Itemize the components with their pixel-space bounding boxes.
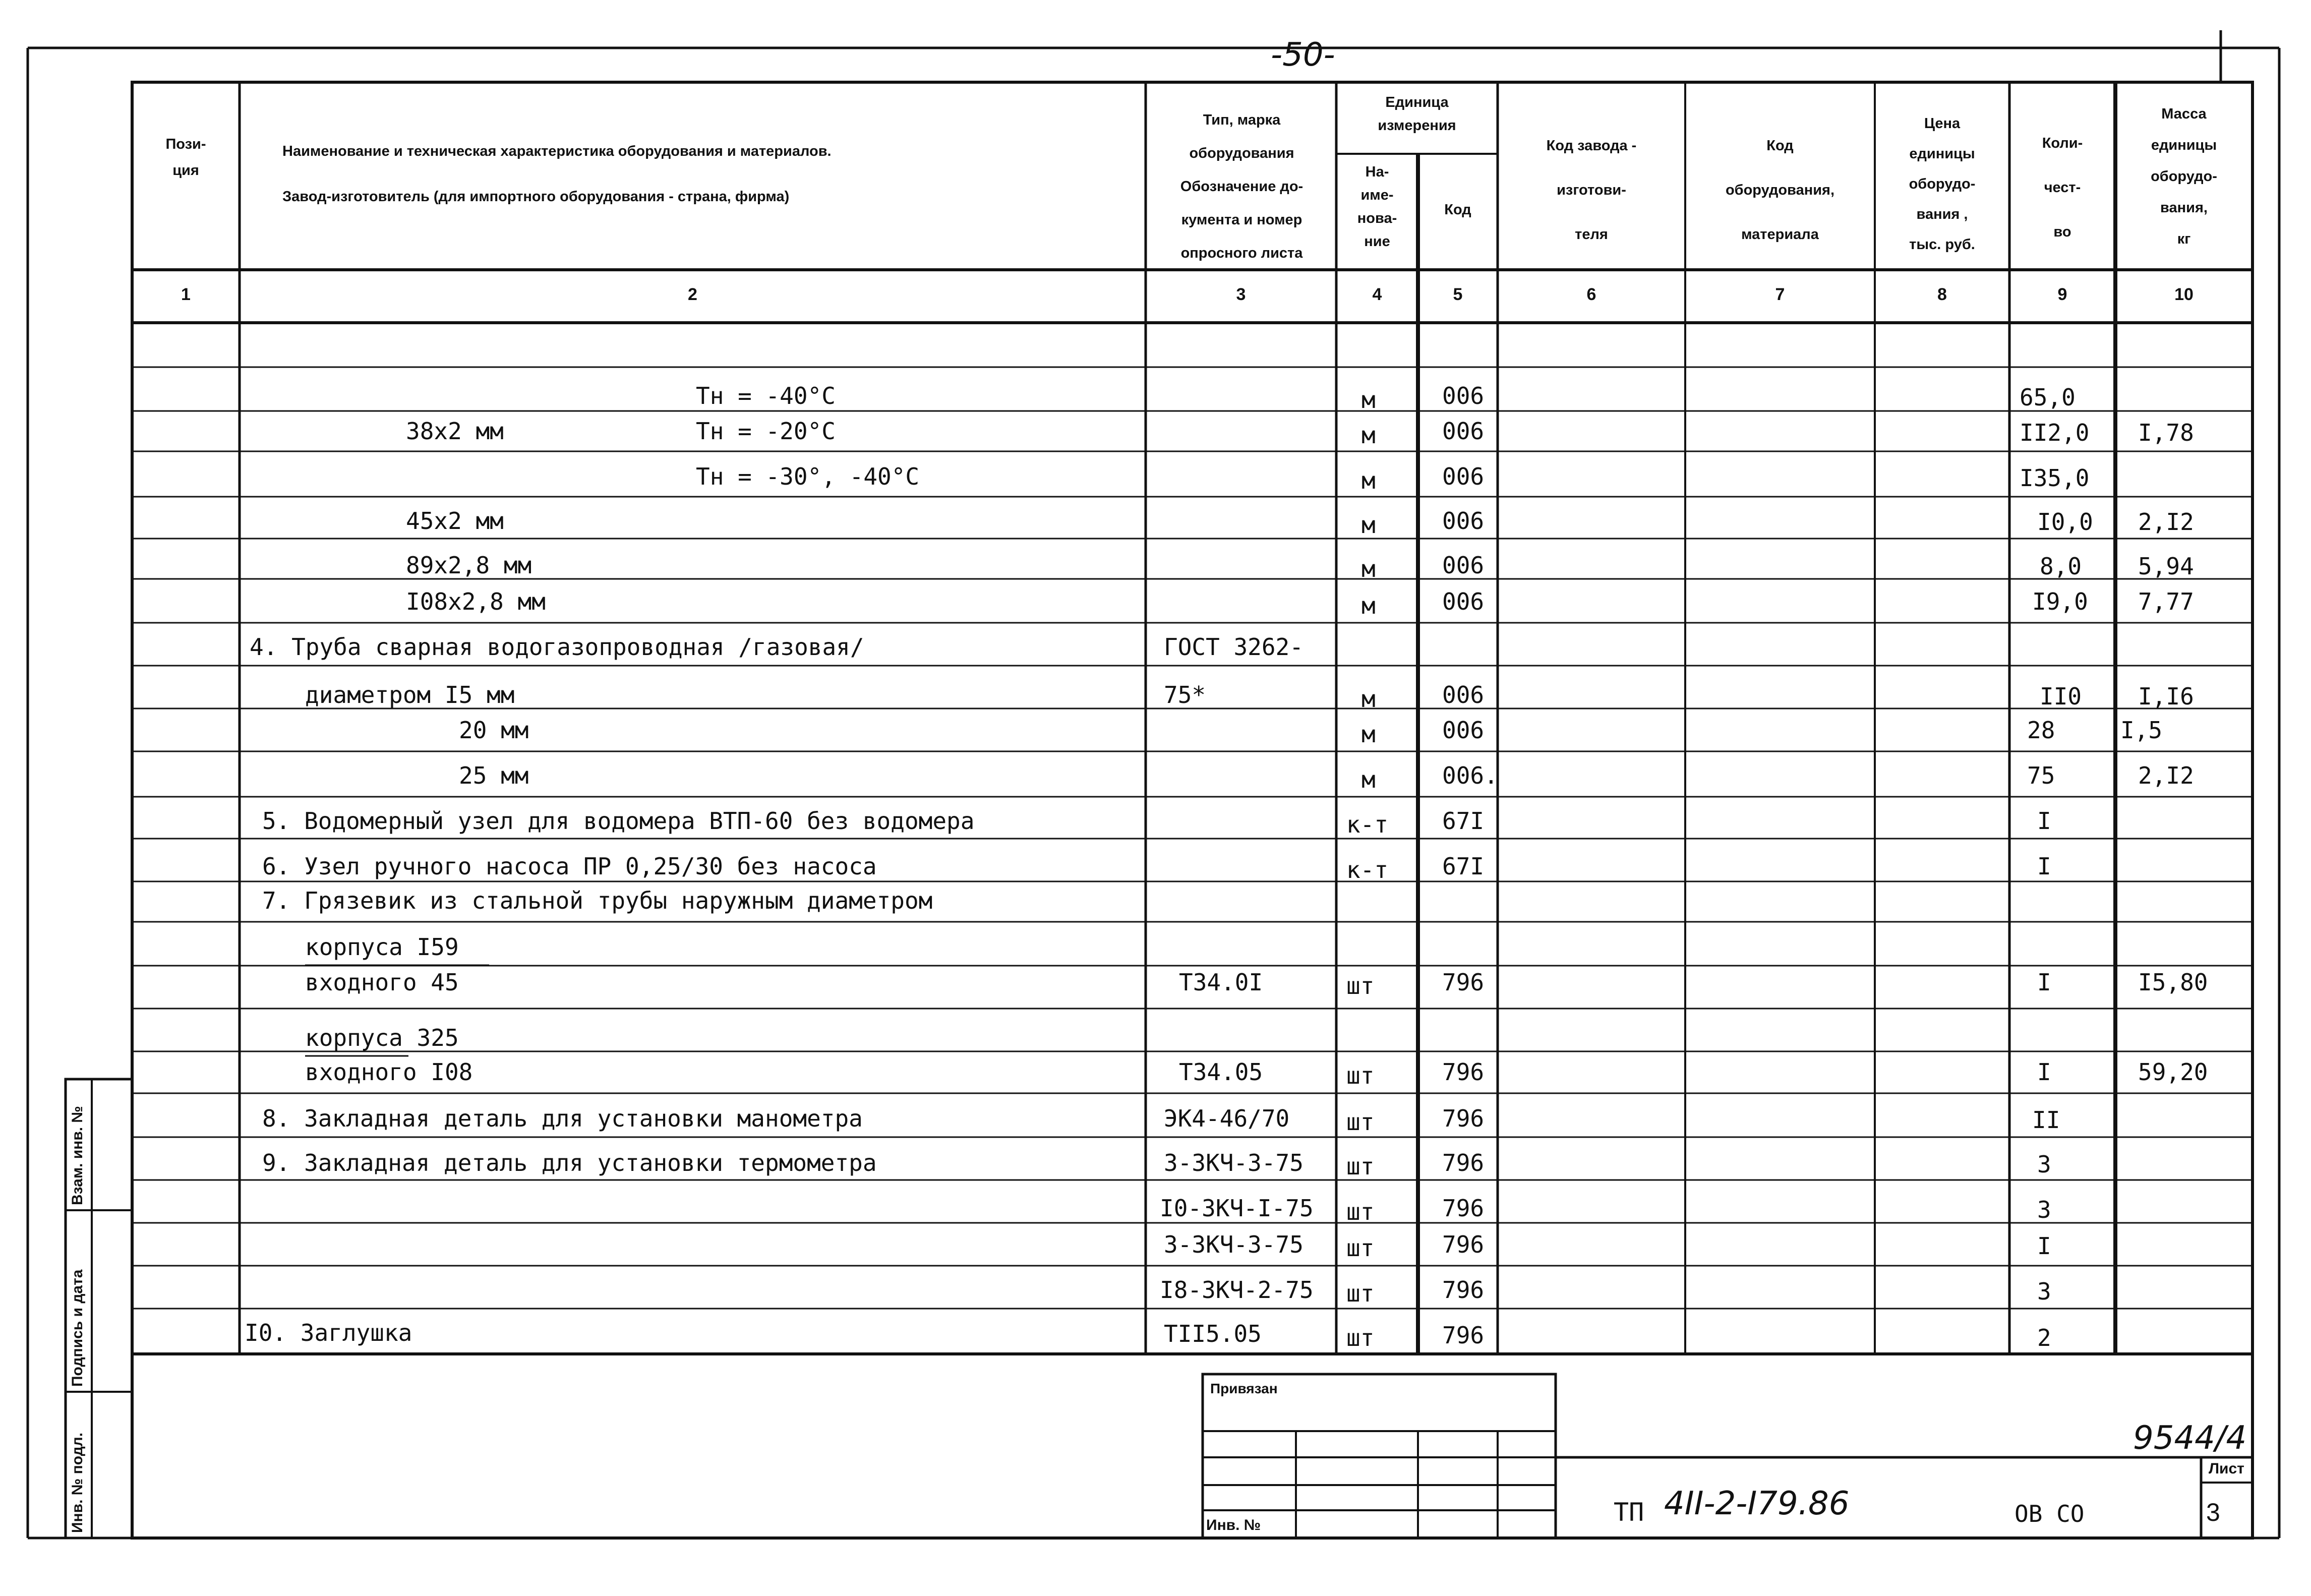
column-number: 3 xyxy=(1236,285,1246,304)
unit-name: шт xyxy=(1346,1280,1375,1307)
quantity: I xyxy=(2037,969,2051,996)
item-name: 6. Узел ручного насоса ПР 0,25/30 без насоса xyxy=(262,853,877,880)
header-position: Пози- ция xyxy=(165,136,206,179)
type-mark: ЭК4-46/70 xyxy=(1164,1105,1290,1132)
side-label-inv-podl: Инв. № подл. xyxy=(69,1432,86,1533)
item-name: 89х2,8 мм xyxy=(406,552,532,579)
mass: 7,77 xyxy=(2138,588,2194,615)
type-mark: I8-3КЧ-2-75 xyxy=(1160,1276,1314,1304)
quantity: I xyxy=(2037,1058,2051,1086)
item-name: 9. Закладная деталь для установки термометра xyxy=(262,1149,877,1176)
header-mass: Масса единицы оборудо- вания, кг xyxy=(2151,106,2217,247)
header-type: Тип, марка оборудования Обозначение до- кумента и номер опросного листа xyxy=(1180,112,1303,261)
tp-prefix: ТП xyxy=(1614,1498,1644,1527)
unit-code: 796 xyxy=(1442,1195,1485,1222)
unit-name: м xyxy=(1361,721,1376,748)
quantity: I0,0 xyxy=(2037,508,2093,536)
header-name: Наименование и техническая характеристика оборудования и материалов. Завод-изготовитель (для импортного оборудования - страна, фирма) xyxy=(282,143,832,205)
unit-name: шт xyxy=(1346,1324,1375,1351)
type-mark: 75* xyxy=(1164,681,1206,708)
item-name: I08х2,8 мм xyxy=(406,588,546,615)
quantity: 2 xyxy=(2037,1324,2051,1351)
header-unit-name: На- име- нова- ние xyxy=(1357,164,1397,250)
item-name: 45х2 мм xyxy=(406,507,504,535)
unit-name: шт xyxy=(1346,1234,1375,1262)
unit-name: шт xyxy=(1346,1108,1375,1136)
quantity: I9,0 xyxy=(2032,588,2088,615)
inv-number-label: Инв. № xyxy=(1206,1517,1261,1533)
page-number: -50- xyxy=(1271,36,1335,74)
item-name: корпуса I59 xyxy=(305,933,459,961)
unit-code: 006 xyxy=(1442,382,1485,409)
header-unit-code: Код xyxy=(1444,202,1471,218)
column-number: 2 xyxy=(688,285,697,304)
unit-code: 006 xyxy=(1442,463,1485,490)
document-suffix: ОВ СО xyxy=(2014,1500,2085,1527)
unit-name: шт xyxy=(1346,1062,1375,1089)
unit-code: 796 xyxy=(1442,1058,1485,1086)
unit-code: 006 xyxy=(1442,681,1485,708)
header-price: Цена единицы оборудо- вания , тыс. руб. xyxy=(1909,115,1976,253)
mass: I,5 xyxy=(2120,717,2163,744)
item-name: 8. Закладная деталь для установки манометра xyxy=(262,1105,863,1132)
column-number: 9 xyxy=(2057,285,2067,304)
unit-code: 006 xyxy=(1442,717,1485,744)
unit-code: 796 xyxy=(1442,1105,1485,1132)
sheet-number: 3 xyxy=(2206,1498,2220,1526)
quantity: I35,0 xyxy=(2020,464,2090,492)
unit-code: 796 xyxy=(1442,1231,1485,1258)
type-mark: ГОСТ 3262- xyxy=(1164,633,1303,661)
column-number: 6 xyxy=(1586,285,1596,304)
side-label-vzam-inv: Взам. инв. № xyxy=(69,1106,86,1205)
type-mark: ТII5.05 xyxy=(1164,1320,1262,1347)
unit-code: 006 xyxy=(1442,588,1485,615)
unit-name: шт xyxy=(1346,1153,1375,1180)
mass: 2,I2 xyxy=(2138,762,2194,789)
unit-name: м xyxy=(1361,592,1376,619)
quantity: 8,0 xyxy=(2040,553,2082,580)
sheet-label: Лист xyxy=(2209,1460,2244,1477)
item-name: Тн = -20°С xyxy=(696,418,836,445)
item-name: входного 45 xyxy=(305,969,459,996)
column-number: 5 xyxy=(1453,285,1463,304)
header-unit-group: Единица измерения xyxy=(1378,94,1456,134)
archive-number: 9544/4 xyxy=(2133,1420,2247,1457)
item-name: входного I08 xyxy=(305,1058,473,1086)
column-number: 7 xyxy=(1775,285,1785,304)
mass: I5,80 xyxy=(2138,969,2208,996)
quantity: 28 xyxy=(2027,717,2055,744)
item-name: 20 мм xyxy=(459,717,529,744)
column-number: 4 xyxy=(1372,285,1382,304)
mass: 2,I2 xyxy=(2138,508,2194,536)
unit-name: м xyxy=(1361,555,1376,582)
item-name: корпуса 325 xyxy=(305,1024,459,1051)
item-name: Тн = -40°С xyxy=(696,382,836,409)
unit-name: м xyxy=(1361,685,1376,713)
column-number: 1 xyxy=(181,285,191,304)
unit-code: 006. xyxy=(1442,762,1498,789)
item-name: I0. Заглушка xyxy=(245,1319,412,1346)
quantity: II2,0 xyxy=(2020,419,2090,446)
item-name: Тн = -30°, -40°С xyxy=(696,463,920,490)
unit-name: шт xyxy=(1346,1198,1375,1225)
unit-code: 796 xyxy=(1442,969,1485,996)
unit-code: 796 xyxy=(1442,1322,1485,1349)
unit-name: к-т xyxy=(1346,811,1389,838)
item-name: 5. Водомерный узел для водомера ВТП-60 без водомера xyxy=(262,807,975,835)
unit-name: к-т xyxy=(1346,856,1389,883)
quantity: I xyxy=(2037,1232,2051,1260)
quantity: II xyxy=(2032,1106,2060,1134)
item-name: 4. Труба сварная водогазопроводная /газовая/ xyxy=(250,633,864,661)
item-name: 7. Грязевик из стальной трубы наружным диаметром xyxy=(262,887,933,914)
unit-code: 006 xyxy=(1442,418,1485,445)
mass: I,78 xyxy=(2138,419,2194,446)
type-mark: Т34.0I xyxy=(1179,969,1263,996)
unit-code: 796 xyxy=(1442,1149,1485,1176)
mass: 59,20 xyxy=(2138,1058,2208,1086)
quantity: II0 xyxy=(2040,683,2082,710)
unit-name: м xyxy=(1361,511,1376,539)
unit-code: 006 xyxy=(1442,507,1485,535)
unit-code: 67I xyxy=(1442,807,1485,835)
unit-name: м xyxy=(1361,386,1376,413)
item-name: 38х2 мм xyxy=(406,418,504,445)
column-number: 8 xyxy=(1937,285,1947,304)
type-mark: 3-3КЧ-3-75 xyxy=(1164,1231,1303,1258)
unit-name: шт xyxy=(1346,972,1375,999)
type-mark: Т34.05 xyxy=(1179,1058,1263,1086)
header-equipment-code: Код оборудования, материала xyxy=(1725,138,1835,243)
unit-name: м xyxy=(1361,766,1376,793)
side-label-signature-date: Подпись и дата xyxy=(69,1269,86,1387)
item-name: диаметром I5 мм xyxy=(305,681,515,708)
column-number: 10 xyxy=(2174,285,2194,304)
header-factory-code: Код завода - изготови- теля xyxy=(1546,138,1637,243)
document-code: 4II-2-I79.86 xyxy=(1664,1485,1850,1522)
quantity: 75 xyxy=(2027,762,2055,789)
item-name: 25 мм xyxy=(459,762,529,789)
type-mark: 3-3КЧ-3-75 xyxy=(1164,1149,1303,1176)
mass: I,I6 xyxy=(2138,683,2194,710)
quantity: 3 xyxy=(2037,1278,2051,1305)
unit-name: м xyxy=(1361,467,1376,494)
unit-code: 796 xyxy=(1442,1276,1485,1304)
privyazan-label: Привязан xyxy=(1210,1381,1278,1396)
quantity: 3 xyxy=(2037,1151,2051,1178)
unit-code: 006 xyxy=(1442,552,1485,579)
mass: 5,94 xyxy=(2138,553,2194,580)
header-quantity: Коли- чест- во xyxy=(2042,135,2083,240)
quantity: 65,0 xyxy=(2020,384,2076,411)
type-mark: I0-3КЧ-I-75 xyxy=(1160,1195,1314,1222)
unit-name: м xyxy=(1361,422,1376,449)
quantity: I xyxy=(2037,853,2051,880)
quantity: 3 xyxy=(2037,1196,2051,1223)
quantity: I xyxy=(2037,807,2051,835)
unit-code: 67I xyxy=(1442,853,1485,880)
